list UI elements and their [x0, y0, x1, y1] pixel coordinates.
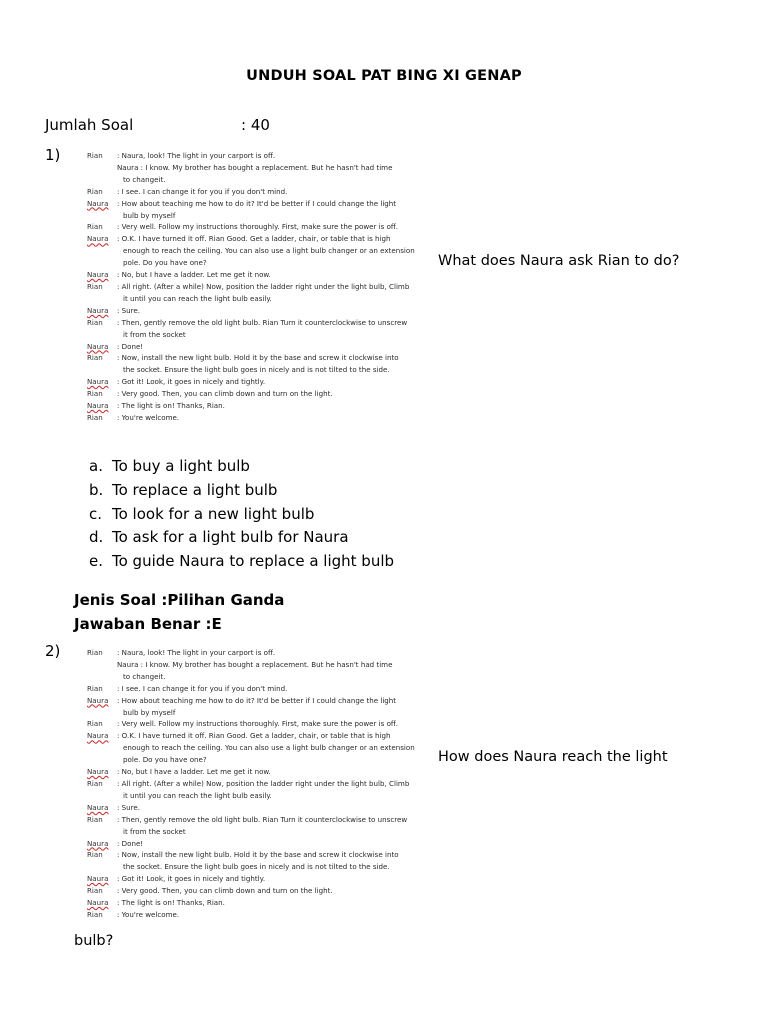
speaker-name: Rian — [87, 886, 103, 896]
option-letter: a. — [89, 457, 103, 475]
dialogue-line — [87, 695, 417, 707]
speaker-name — [87, 162, 117, 174]
dialogue-text: : The light is on! Thanks, Rian. — [117, 401, 225, 411]
dialogue-line — [87, 838, 417, 850]
speaker-name: Naura — [87, 898, 109, 908]
dialogue-line — [87, 849, 417, 861]
dialogue-text: : Done! — [117, 341, 144, 351]
dialogue-line — [87, 221, 417, 233]
option-letter: d. — [89, 528, 104, 547]
dialogue-line — [87, 352, 417, 364]
option-text: To buy a light bulb — [112, 457, 250, 475]
dialogue-line — [87, 269, 417, 281]
option-text: To guide Naura to replace a light bulb — [112, 552, 395, 571]
dialogue-image-2 — [87, 647, 417, 921]
dialogue-text-cont: pole. Do you have one? — [123, 755, 207, 765]
question-1-options — [89, 456, 394, 575]
dialogue-line — [87, 730, 417, 742]
speaker-name: Rian — [87, 281, 103, 291]
dialogue-text: : Very good. Then, you can climb down and turn on the light. — [117, 886, 333, 896]
dialogue-line — [87, 341, 417, 353]
speaker-name: Naura — [87, 695, 109, 705]
dialogue-text-cont: enough to reach the ceiling. You can also use a light bulb changer or an extension — [123, 246, 415, 256]
speaker-name: Naura — [87, 401, 109, 411]
option-e — [89, 551, 394, 575]
jawaban-benar: Jawaban Benar :E — [74, 615, 222, 633]
question-2-number: 2) — [45, 642, 61, 660]
dialogue-line — [87, 233, 417, 245]
speaker-name: Rian — [87, 353, 103, 363]
dialogue-text-cont: it until you can reach the light bulb easily. — [123, 293, 272, 303]
dialogue-text: : Sure. — [117, 305, 141, 315]
dialogue-text: : Naura, look! The light in your carport is off. — [117, 648, 276, 657]
dialogue-text-cont: enough to reach the ceiling. You can also use a light bulb changer or an extension — [123, 743, 415, 753]
dialogue-text: : No, but I have a ladder. Let me get it now. — [117, 270, 271, 280]
speaker-name — [87, 659, 117, 671]
dialogue-text: : Done! — [117, 838, 144, 848]
speaker-name: Naura — [87, 305, 109, 315]
dialogue-line — [87, 873, 417, 885]
dialogue-text-cont: it from the socket — [123, 826, 186, 836]
dialogue-text: : How about teaching me how to do it? It'd be better if I could change the light — [117, 198, 397, 208]
jenis-soal: Jenis Soal :Pilihan Ganda — [74, 591, 285, 609]
dialogue-text-cont: to changeit. — [123, 671, 166, 681]
option-letter: e. — [89, 552, 103, 571]
speaker-name: Naura — [87, 234, 109, 244]
speaker-name: Rian — [87, 317, 103, 327]
speaker-name: Rian — [87, 389, 103, 399]
speaker-name: Rian — [87, 222, 103, 232]
dialogue-text: : The light is on! Thanks, Rian. — [117, 898, 225, 908]
dialogue-text: : All right. (After a while) Now, position the ladder right under the light bulb, Climb — [117, 281, 410, 291]
dialogue-line — [87, 647, 417, 659]
dialogue-text-cont: bulb by myself — [123, 210, 176, 220]
dialogue-text-cont: pole. Do you have one? — [123, 258, 207, 268]
dialogue-line — [87, 400, 417, 412]
dialogue-text: : O.K. I have turned it off. Rian Good. Get a ladder, chair, or table that is high — [117, 731, 391, 741]
dialogue-line — [87, 802, 417, 814]
dialogue-text: Naura : I know. My brother has bought a replacement. But he hasn't had time — [117, 162, 393, 172]
dialogue-line — [87, 778, 417, 790]
dialogue-line — [87, 683, 417, 695]
dialogue-line — [87, 150, 417, 162]
jumlah-soal-label: Jumlah Soal — [45, 116, 134, 134]
option-b — [89, 480, 394, 504]
option-text: To replace a light bulb — [112, 480, 278, 499]
dialogue-line — [87, 897, 417, 909]
dialogue-text: Naura : I know. My brother has bought a replacement. But he hasn't had time — [117, 659, 393, 669]
speaker-name: Rian — [87, 778, 103, 788]
dialogue-text: : Now, install the new light bulb. Hold it by the base and screw it clockwise into — [117, 353, 399, 363]
speaker-name: Naura — [87, 767, 109, 777]
dialogue-text-cont: it until you can reach the light bulb easily. — [123, 790, 272, 800]
dialogue-text: : I see. I can change it for you if you don't mind. — [117, 186, 288, 196]
question-1-number: 1) — [45, 146, 61, 164]
dialogue-text: : I see. I can change it for you if you don't mind. — [117, 683, 288, 693]
question-2-text-cont: bulb? — [74, 933, 114, 949]
speaker-name: Naura — [87, 874, 109, 884]
dialogue-text: : Very well. Follow my instructions thoroughly. First, make sure the power is off. — [117, 719, 399, 729]
page-title: UNDUH SOAL PAT BING XI GENAP — [246, 68, 522, 84]
dialogue-text: : Got it! Look, it goes in nicely and tightly. — [117, 377, 266, 387]
dialogue-line — [87, 909, 417, 921]
speaker-name: Naura — [87, 731, 109, 741]
speaker-name: Rian — [87, 186, 103, 196]
dialogue-line — [87, 766, 417, 778]
speaker-name: Rian — [87, 814, 103, 824]
dialogue-text-cont: it from the socket — [123, 329, 186, 339]
dialogue-line — [87, 412, 417, 424]
speaker-name: Naura — [87, 341, 109, 351]
dialogue-line — [87, 388, 417, 400]
dialogue-image-1 — [87, 150, 417, 424]
option-c — [89, 504, 394, 528]
dialogue-text: : All right. (After a while) Now, position the ladder right under the light bulb, Climb — [117, 778, 410, 788]
dialogue-line — [87, 814, 417, 826]
speaker-name: Rian — [87, 850, 103, 860]
option-d — [89, 527, 394, 551]
speaker-name: Rian — [87, 683, 103, 693]
dialogue-text: : O.K. I have turned it off. Rian Good. Get a ladder, chair, or table that is high — [117, 234, 391, 244]
speaker-name: Rian — [87, 909, 103, 919]
dialogue-text: : How about teaching me how to do it? It'd be better if I could change the light — [117, 695, 397, 705]
option-letter: b. — [89, 480, 104, 499]
dialogue-text: : Then, gently remove the old light bulb. Rian Turn it counterclockwise to unscrew — [117, 317, 408, 327]
jumlah-soal-value: : 40 — [241, 116, 270, 134]
dialogue-text: : Very good. Then, you can climb down and turn on the light. — [117, 389, 333, 399]
dialogue-text: : Naura, look! The light in your carport is off. — [117, 151, 276, 160]
speaker-name: Naura — [87, 838, 109, 848]
dialogue-text-cont: the socket. Ensure the light bulb goes in nicely and is not tilted to the side. — [123, 365, 390, 375]
speaker-name: Rian — [87, 151, 103, 160]
dialogue-text: : Sure. — [117, 802, 141, 812]
dialogue-line — [87, 186, 417, 198]
question-1-text: What does Naura ask Rian to do? — [438, 253, 680, 269]
dialogue-text: : Very well. Follow my instructions thoroughly. First, make sure the power is off. — [117, 222, 399, 232]
dialogue-line — [87, 281, 417, 293]
speaker-name: Rian — [87, 648, 103, 657]
option-letter: c. — [89, 504, 103, 523]
dialogue-text: : Then, gently remove the old light bulb. Rian Turn it counterclockwise to unscrew — [117, 814, 408, 824]
speaker-name: Naura — [87, 198, 109, 208]
dialogue-line — [87, 659, 417, 671]
dialogue-line — [87, 198, 417, 210]
dialogue-text-cont: to changeit. — [123, 174, 166, 184]
option-a — [89, 456, 394, 480]
option-text: To look for a new light bulb — [112, 504, 315, 523]
speaker-name: Rian — [87, 412, 103, 422]
speaker-name: Naura — [87, 270, 109, 280]
dialogue-line — [87, 718, 417, 730]
dialogue-line — [87, 162, 417, 174]
dialogue-line — [87, 305, 417, 317]
speaker-name: Rian — [87, 719, 103, 729]
dialogue-text-cont: bulb by myself — [123, 707, 176, 717]
dialogue-line — [87, 376, 417, 388]
dialogue-text: : You're welcome. — [117, 909, 180, 919]
question-2-text: How does Naura reach the light — [438, 749, 668, 765]
dialogue-text: : Now, install the new light bulb. Hold it by the base and screw it clockwise into — [117, 850, 399, 860]
dialogue-line — [87, 317, 417, 329]
dialogue-text-cont: the socket. Ensure the light bulb goes in nicely and is not tilted to the side. — [123, 862, 390, 872]
dialogue-line — [87, 885, 417, 897]
option-text: To ask for a light bulb for Naura — [112, 528, 349, 547]
speaker-name: Naura — [87, 802, 109, 812]
dialogue-text: : Got it! Look, it goes in nicely and tightly. — [117, 874, 266, 884]
dialogue-text: : No, but I have a ladder. Let me get it now. — [117, 767, 271, 777]
speaker-name: Naura — [87, 377, 109, 387]
dialogue-text: : You're welcome. — [117, 412, 180, 422]
